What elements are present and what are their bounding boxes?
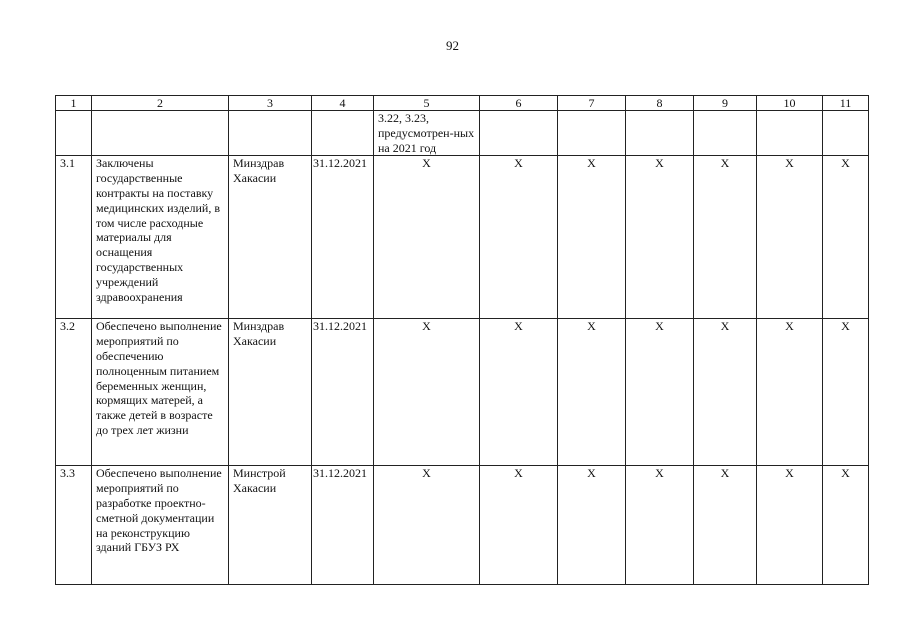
- row-mark: Х: [480, 319, 558, 466]
- row-mark: Х: [558, 156, 626, 319]
- row-number: 3.2: [56, 319, 92, 466]
- column-header: 7: [558, 96, 626, 111]
- row-mark: Х: [757, 156, 823, 319]
- column-header: 1: [56, 96, 92, 111]
- row-mark: Х: [757, 466, 823, 585]
- column-header: 9: [694, 96, 757, 111]
- column-header: 5: [374, 96, 480, 111]
- row-mark: Х: [374, 156, 480, 319]
- row-mark: Х: [694, 319, 757, 466]
- page-number: 92: [446, 38, 459, 53]
- table-cell: [694, 111, 757, 156]
- row-mark: Х: [558, 319, 626, 466]
- column-header: 2: [92, 96, 229, 111]
- row-number: 3.3: [56, 466, 92, 585]
- row-mark: Х: [694, 466, 757, 585]
- table-cell: [312, 111, 374, 156]
- row-description: Обеспечено выполнение мероприятий по обеспечению полноценным питанием беременных женщин, кормящих матерей, а также детей в возрасте до трех лет жизни: [92, 319, 229, 466]
- table-cell: [558, 111, 626, 156]
- table-row: [56, 466, 869, 585]
- plan-table: [55, 95, 869, 585]
- table-row: [56, 156, 869, 319]
- column-header: 4: [312, 96, 374, 111]
- row-mark: Х: [694, 156, 757, 319]
- row-executor: Минздрав Хакасии: [229, 319, 312, 466]
- column-header: 3: [229, 96, 312, 111]
- continuation-text: 3.22, 3.23, предусмотрен-ных на 2021 год: [374, 111, 480, 156]
- row-mark: Х: [823, 156, 869, 319]
- table-cell: [480, 111, 558, 156]
- table-cell: [229, 111, 312, 156]
- row-mark: Х: [626, 466, 694, 585]
- column-header: 6: [480, 96, 558, 111]
- row-mark: Х: [374, 319, 480, 466]
- row-mark: Х: [626, 156, 694, 319]
- table-cell: [757, 111, 823, 156]
- row-description: Обеспечено выполнение мероприятий по разработке проектно-сметной документации на реконструкцию зданий ГБУЗ РХ: [92, 466, 229, 585]
- row-mark: Х: [558, 466, 626, 585]
- row-date: 31.12.2021: [312, 466, 374, 585]
- row-number: 3.1: [56, 156, 92, 319]
- row-date: 31.12.2021: [312, 319, 374, 466]
- row-date: 31.12.2021: [312, 156, 374, 319]
- row-executor: Минздрав Хакасии: [229, 156, 312, 319]
- table-cell: [823, 111, 869, 156]
- table-cell: [56, 111, 92, 156]
- column-header: 11: [823, 96, 869, 111]
- row-mark: Х: [480, 466, 558, 585]
- column-header: 10: [757, 96, 823, 111]
- column-header: 8: [626, 96, 694, 111]
- row-description: Заключены государственные контракты на поставку медицинских изделий, в том числе расходные материалы для оснащения государственных учреждений здравоохранения: [92, 156, 229, 319]
- row-mark: Х: [823, 319, 869, 466]
- row-mark: Х: [626, 319, 694, 466]
- continuation-row: [56, 111, 869, 156]
- row-mark: Х: [757, 319, 823, 466]
- table-cell: [92, 111, 229, 156]
- row-executor: Минстрой Хакасии: [229, 466, 312, 585]
- row-mark: Х: [480, 156, 558, 319]
- row-mark: Х: [374, 466, 480, 585]
- table-row: [56, 319, 869, 466]
- header-row: [56, 96, 869, 111]
- row-mark: Х: [823, 466, 869, 585]
- table-cell: [626, 111, 694, 156]
